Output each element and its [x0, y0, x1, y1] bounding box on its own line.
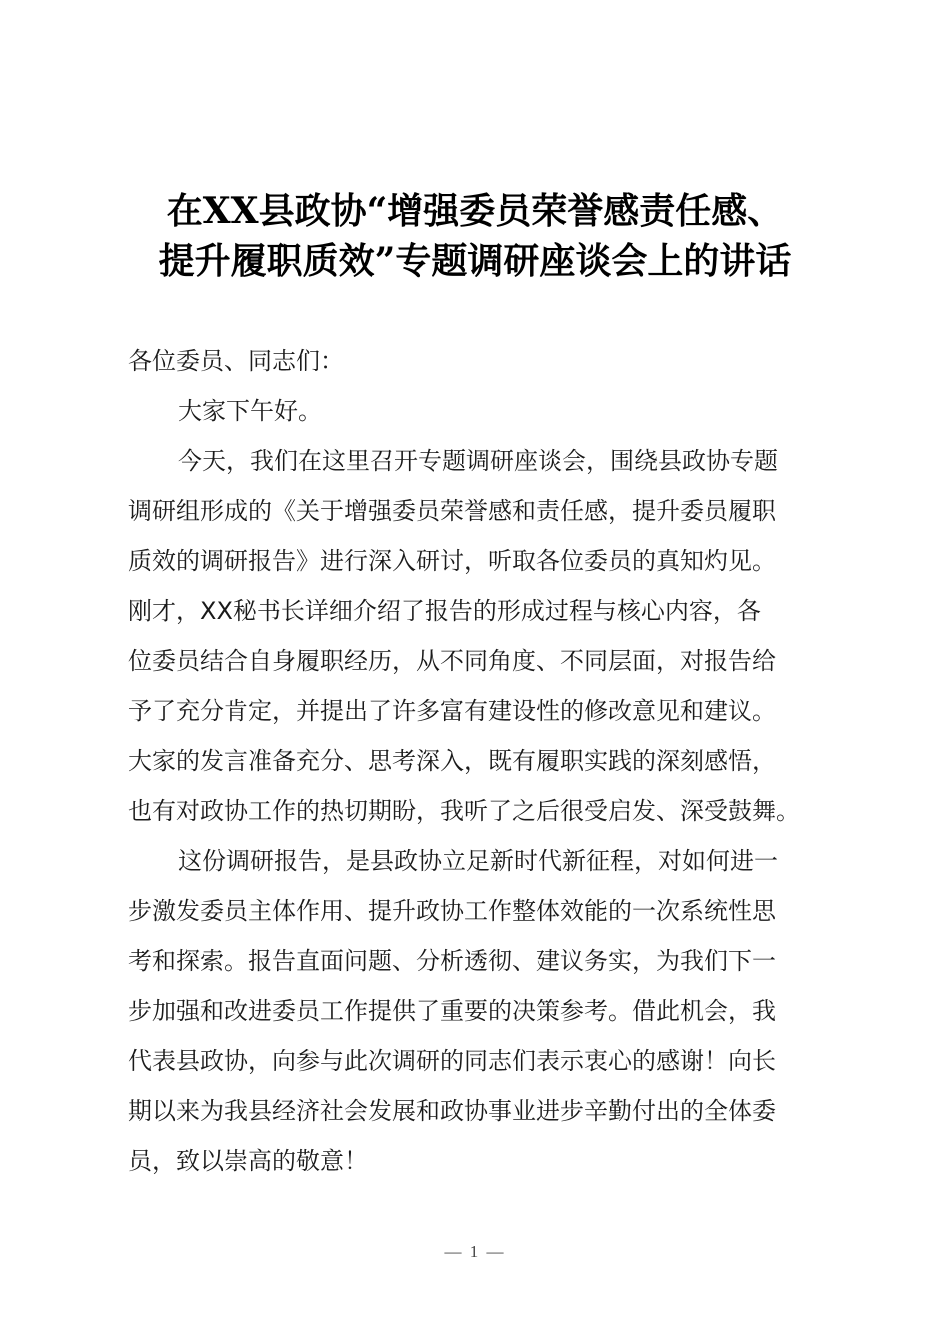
page-number: — 1 — [444, 1242, 506, 1261]
document-title [100, 186, 850, 286]
paragraph-1-line-1: 大家下午好。 [178, 397, 322, 425]
paragraph-3-line-5: 代表县政协，向参与此次调研的同志们表示衷心的感谢！向长 [128, 1047, 776, 1075]
paragraph-2-line-4: 刚才，XX秘书长详细介绍了报告的形成过程与核心内容，各 [128, 597, 761, 625]
paragraph-2-line-6: 予了充分肯定，并提出了许多富有建设性的修改意见和建议。 [128, 697, 776, 725]
paragraph-3-line-7: 员，致以崇高的敬意！ [128, 1147, 368, 1175]
paragraph-2-line-1: 今天，我们在这里召开专题调研座谈会，围绕县政协专题 [178, 447, 778, 475]
document-body [128, 336, 828, 1186]
paragraph-3-line-4: 步加强和改进委员工作提供了重要的决策参考。借此机会，我 [128, 997, 776, 1025]
paragraph-2-line-5: 位委员结合自身履职经历，从不同角度、不同层面，对报告给 [128, 647, 776, 675]
title-line-1: 在XX县政协“增强委员荣誉感责任感、 [166, 190, 784, 232]
paragraph-2-line-3: 质效的调研报告》进行深入研讨，听取各位委员的真知灼见。 [128, 547, 776, 575]
paragraph-2-line-2: 调研组形成的《关于增强委员荣誉感和责任感，提升委员履职 [128, 497, 776, 525]
paragraph-3-line-1: 这份调研报告，是县政协立足新时代新征程，对如何进一 [178, 847, 778, 875]
paragraph-2-line-7: 大家的发言准备充分、思考深入，既有履职实践的深刻感悟， [128, 747, 776, 775]
paragraph-3-line-2: 步激发委员主体作用、提升政协工作整体效能的一次系统性思 [128, 897, 776, 925]
title-line-2: 提升履职质效”专题调研座谈会上的讲话 [158, 240, 792, 282]
salutation: 各位委员、同志们： [128, 347, 344, 375]
paragraph-2-line-8: 也有对政协工作的热切期盼，我听了之后很受启发、深受鼓舞。 [128, 797, 800, 825]
paragraph-3-line-3: 考和探索。报告直面问题、分析透彻、建议务实，为我们下一 [128, 947, 776, 975]
paragraph-3-line-6: 期以来为我县经济社会发展和政协事业进步辛勤付出的全体委 [128, 1097, 776, 1125]
